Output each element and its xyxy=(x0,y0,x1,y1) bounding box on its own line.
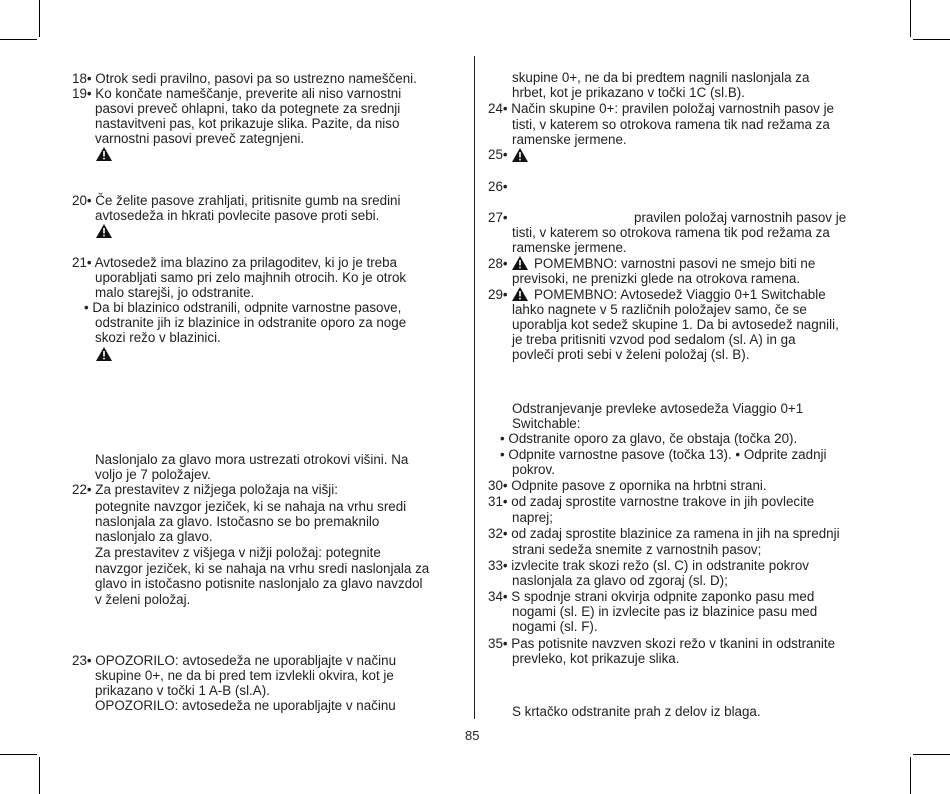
bullet-item: • Da bi blazinico odstranili, odpnite varnostne pasove, xyxy=(84,300,402,315)
text-line: glavo in istočasno potisnite naslonjalo za glavo navzdol xyxy=(95,576,423,591)
step-22: 22• Za prestavitev z nižjega položaja na višji: xyxy=(72,482,338,497)
text-line: tisti, v katerem so otrokova ramena tik pod režama za xyxy=(512,225,830,240)
text-line: pravilen položaj varnostnih pasov je xyxy=(634,210,847,225)
section-heading: Switchable: xyxy=(512,416,581,431)
text-line: navzgor jeziček, ki se nahaja na vrhu sredi naslonjala za xyxy=(95,561,430,576)
step-35: 35• Pas potisnite navzven skozi režo v tkanini in odstranite xyxy=(488,636,836,651)
text-line: POMEMBNO: Avtosedež Viaggio 0+1 Switchable xyxy=(534,287,826,302)
warning-icon xyxy=(96,347,112,361)
warning-icon xyxy=(96,147,112,161)
crop-mark xyxy=(913,39,950,40)
step-26: 26• xyxy=(488,179,508,194)
text-line: prikazano v točki 1 A-B (sl.A). xyxy=(95,683,270,698)
text-line: skozi režo v blazinici. xyxy=(95,330,221,345)
step-25: 25• xyxy=(488,147,508,162)
page-number: 85 xyxy=(465,728,480,743)
text-line: skupine 0+, ne da bi pred tem izvlekli okvira, kot je xyxy=(95,668,394,683)
crop-mark xyxy=(913,754,950,755)
text-line: strani sedeža snemite z varnostnih pasov; xyxy=(512,542,762,557)
text-line: ramenske jermene. xyxy=(512,240,627,255)
text-line: S krtačko odstranite prah z delov iz blaga. xyxy=(512,704,761,719)
section-heading: Odstranjevanje prevleke avtosedeža Viaggio 0+1 xyxy=(512,401,804,416)
text-line: je treba pritisniti vzvod pod sedalom (sl. A) in ga xyxy=(512,332,796,347)
text-line: lahko nagnete v 5 različnih položajev samo, če se xyxy=(512,302,807,317)
step-30: 30• Odpnite pasove z opornika na hrbtni strani. xyxy=(488,478,767,493)
step-24: 24• Način skupine 0+: pravilen položaj varnostnih pasov je xyxy=(488,101,834,116)
warning-icon xyxy=(512,287,528,301)
text-line: naslonjalo za glavo. xyxy=(95,529,213,544)
text-line: voljo je 7 položajev. xyxy=(95,467,211,482)
text-line: skupine 0+, ne da bi predtem nagnili naslonjala za xyxy=(512,70,810,85)
warning-icon xyxy=(512,256,528,270)
step-27: 27• xyxy=(488,210,508,225)
text-line: pokrov. xyxy=(512,462,555,477)
step-33: 33• izvlecite trak skozi režo (sl. C) in odstranite pokrov xyxy=(488,558,809,573)
text-line: naprej; xyxy=(512,510,553,525)
crop-mark xyxy=(0,754,37,755)
text-line: prevleko, kot prikazuje slika. xyxy=(512,651,680,666)
text-line: avtosedeža in hkrati povlecite pasove proti sebi. xyxy=(95,208,380,223)
text-line: Za prestavitev z višjega v nižji položaj: potegnite xyxy=(95,545,381,560)
crop-mark xyxy=(910,0,911,37)
text-line: ramenske jermene. xyxy=(512,132,627,147)
text-line: previsoki, ne prenizki glede na otrokova ramena. xyxy=(512,271,801,286)
step-31: 31• od zadaj sprostite varnostne trakove in jih povlecite xyxy=(488,494,815,509)
text-line: uporabljati samo pri zelo majhnih otrocih. Ko je otrok xyxy=(95,270,407,285)
text-line: nastavitveni pas, kot prikazuje slika. Pazite, da niso xyxy=(95,116,400,131)
step-34: 34• S spodnje strani okvirja odpnite zaponko pasu med xyxy=(488,589,815,604)
step-28: 28• xyxy=(488,256,508,271)
text-line: nogami (sl. E) in izvlecite pas iz blazinice pasu med xyxy=(512,604,818,619)
step-18: 18• Otrok sedi pravilno, pasovi pa so ustrezno nameščeni. xyxy=(72,71,417,86)
crop-mark xyxy=(39,0,40,37)
text-line: pasovi preveč ohlapni, tako da potegnete za srednji xyxy=(95,101,401,116)
text-line: malo starejši, jo odstranite. xyxy=(95,285,255,300)
warning-icon xyxy=(512,148,528,162)
warning-icon xyxy=(96,224,112,238)
step-32: 32• od zadaj sprostite blazinice za ramena in jih na sprednji xyxy=(488,526,840,541)
step-29: 29• xyxy=(488,287,508,302)
crop-mark xyxy=(910,757,911,794)
text-line: naslonjala za glavo. Istočasno se bo premaknilo xyxy=(95,514,380,529)
text-line: OPOZORILO: avtosedeža ne uporabljajte v načinu xyxy=(95,698,396,713)
bullet-item: • Odpnite varnostne pasove (točka 13). • Odprite zadnji xyxy=(500,447,827,462)
text-line: Naslonjalo za glavo mora ustrezati otrokovi višini. Na xyxy=(95,452,409,467)
text-line: povleči proti sebi v želeni položaj (sl. B). xyxy=(512,347,750,362)
text-line: naslonjala za glavo od zgoraj (sl. D); xyxy=(512,573,728,588)
text-line: varnostni pasovi preveč zategnjeni. xyxy=(95,131,305,146)
step-19: 19• Ko končate nameščanje, preverite ali niso varnostni xyxy=(72,86,402,101)
text-line: POMEMBNO: varnostni pasovi ne smejo biti ne xyxy=(534,256,816,271)
text-line: hrbet, kot je prikazano v točki 1C (sl.B). xyxy=(512,85,745,100)
text-line: nogami (sl. F). xyxy=(512,619,598,634)
step-20: 20• Če želite pasove zrahljati, pritisnite gumb na sredini xyxy=(72,193,401,208)
crop-mark xyxy=(0,39,37,40)
text-line: odstranite jih iz blazinice in odstranite oporo za noge xyxy=(95,315,407,330)
text-line: v želeni položaj. xyxy=(95,592,191,607)
bullet-item: • Odstranite oporo za glavo, če obstaja (točka 20). xyxy=(500,431,798,446)
text-line: uporablja kot sedež skupine 1. Da bi avtosedež nagnili, xyxy=(512,317,839,332)
text-line: tisti, v katerem so otrokova ramena tik nad režama za xyxy=(512,117,830,132)
crop-mark xyxy=(39,757,40,794)
step-23: 23• OPOZORILO: avtosedeža ne uporabljajte v načinu xyxy=(72,653,397,668)
step-21: 21• Avtosedež ima blazino za prilagoditev, ki jo je treba xyxy=(72,255,398,270)
text-line: potegnite navzgor jeziček, ki se nahaja na vrhu sredi xyxy=(95,499,407,514)
column-divider xyxy=(474,56,475,719)
